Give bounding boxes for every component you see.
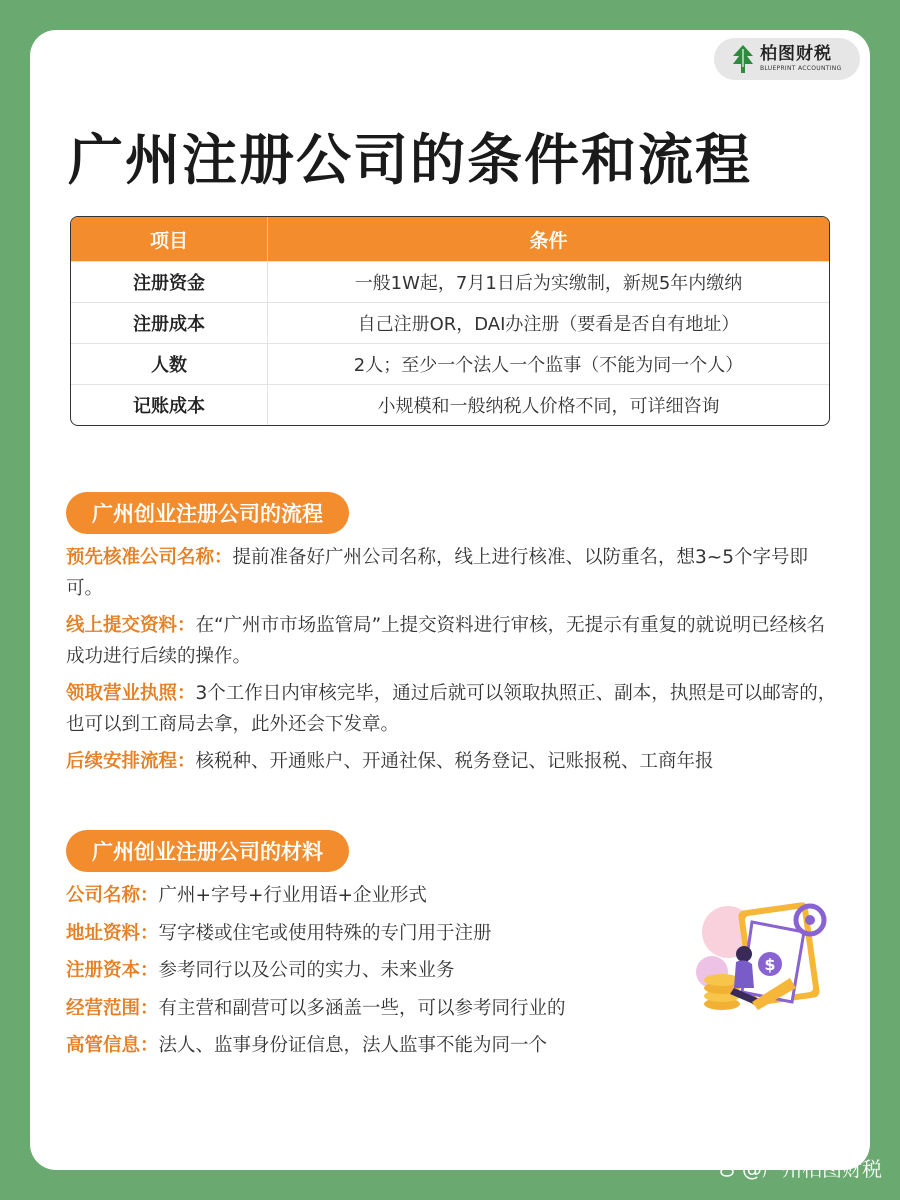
step-text: 在“广州市市场监管局”上提交资料进行审核，无提示有重复的就说明已经核名成功进行后续的操作。 xyxy=(66,615,826,667)
material-item xyxy=(66,955,666,986)
material-label: 高管信息： xyxy=(66,1035,159,1056)
table-cell-item: 人数 xyxy=(71,344,268,384)
material-item xyxy=(66,993,666,1024)
material-label: 公司名称： xyxy=(66,885,159,906)
step-label: 后续安排流程： xyxy=(66,751,196,772)
materials-list xyxy=(66,880,666,1068)
table-cell-condition: 一般1W起，7月1日后为实缴制，新规5年内缴纳 xyxy=(354,273,743,294)
table-cell-condition: 2人；至少一个法人一个监事（不能为同一个人） xyxy=(353,355,744,376)
process-step xyxy=(66,746,838,777)
table-row xyxy=(71,343,829,384)
material-label: 经营范围： xyxy=(66,997,159,1019)
tree-logo-icon xyxy=(732,45,754,73)
material-text: 参考同行以及公司的实力、未来业务 xyxy=(158,960,455,981)
step-text: 3个工作日内审核完毕，通过后就可以领取执照正、副本，执照是可以邮寄的，也可以到工商局去拿，此外还会下发章。 xyxy=(66,683,837,735)
table-cell-condition: 小规模和一般纳税人价格不同，可详细咨询 xyxy=(377,396,720,417)
process-step xyxy=(66,542,838,604)
table-row xyxy=(71,384,829,425)
material-item xyxy=(66,1030,666,1061)
watermark-text: @广州柏图财税 xyxy=(742,1157,882,1181)
step-label: 预先核准公司名称： xyxy=(66,547,233,568)
step-label: 线上提交资料： xyxy=(66,615,196,636)
material-text: 写字楼或住宅或使用特殊的专门用于注册 xyxy=(158,922,492,944)
table-header-row xyxy=(71,217,829,261)
step-label: 领取营业执照： xyxy=(66,683,196,704)
table-cell-condition: 自己注册OR，DAI办注册（要看是否自有地址） xyxy=(357,314,740,335)
step-text: 核税种、开通账户、开通社保、税务登记、记账报税、工商年报 xyxy=(195,751,714,772)
process-steps xyxy=(66,542,838,783)
logo-subtitle: BLUEPRINT ACCOUNTING xyxy=(760,65,842,72)
process-step xyxy=(66,610,838,672)
brand-logo xyxy=(714,38,860,80)
process-heading: 广州创业注册公司的流程 xyxy=(66,492,349,534)
materials-heading: 广州创业注册公司的材料 xyxy=(66,830,349,872)
material-text: 广州+字号+行业用语+企业形式 xyxy=(158,885,428,906)
weibo-paw-icon xyxy=(716,1159,738,1177)
logo-name: 柏图财税 xyxy=(760,44,832,64)
table-row xyxy=(71,261,829,302)
conditions-table xyxy=(70,216,830,426)
table-header-condition: 条件 xyxy=(529,229,568,252)
material-item xyxy=(66,918,666,949)
process-step xyxy=(66,678,838,740)
step-text: 提前准备好广州公司名称，线上进行核准、以防重名，想3~5个字号即可。 xyxy=(66,547,809,599)
material-item xyxy=(66,880,666,911)
material-label: 地址资料： xyxy=(66,922,159,944)
page-title: 广州注册公司的条件和流程 xyxy=(68,128,753,192)
material-text: 法人、监事身份证信息，法人监事不能为同一个 xyxy=(158,1035,548,1056)
finance-illustration-icon xyxy=(692,892,838,1032)
svg-text:$: $ xyxy=(764,955,776,974)
material-label: 注册资本： xyxy=(66,960,159,981)
table-cell-item: 注册资金 xyxy=(71,262,268,302)
table-row xyxy=(71,302,829,343)
material-text: 有主营和副营可以多涵盖一些，可以参考同行业的 xyxy=(158,997,566,1019)
table-cell-item: 记账成本 xyxy=(71,385,268,425)
poster-card xyxy=(30,30,870,1170)
table-cell-item: 注册成本 xyxy=(71,303,268,343)
watermark xyxy=(716,1153,882,1182)
table-header-item: 项目 xyxy=(71,217,268,261)
